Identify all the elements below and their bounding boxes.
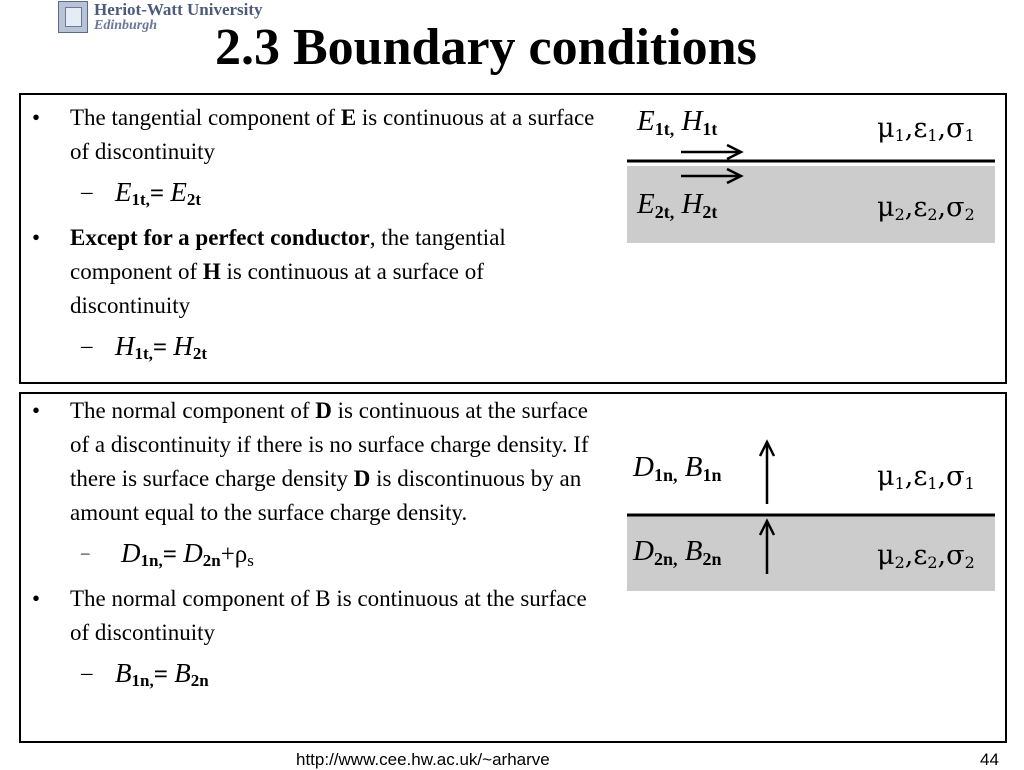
bullet-dot: • [32,398,41,423]
normal-box [19,392,1007,743]
mu: μ [877,461,895,492]
eq-lhs: D [121,538,141,568]
bullet-text: , the tangential component of [70,225,506,284]
d-symbol: D [633,535,654,567]
bullet-text: The tangential component of [70,105,341,130]
logo-line1: Heriot-Watt University [94,0,263,19]
epsilon: ε [913,113,928,144]
sigma: σ [946,461,965,492]
e-symbol: E [637,188,655,220]
bold-e: E [340,105,357,130]
h-symbol: H [681,105,703,137]
sub: 1t, [654,119,675,139]
rho-sub: s [247,551,254,570]
footer-url: http://www.cee.hw.ac.uk/~arharve [296,750,550,769]
eq-lhs-sub: 1n, [131,671,154,690]
slide-title: 2.3 Boundary conditions [215,19,757,76]
eq-rhs: H [173,331,193,361]
mu: μ [877,192,895,223]
dash: – [81,543,90,562]
eq-lhs-sub: 1t, [131,190,150,209]
sub: 2n, [653,549,678,569]
bold-h: H [202,259,221,284]
sub: 2t [702,202,718,222]
dash: – [81,660,93,685]
equation-e-tangential [21,175,601,217]
sub: 1 [964,126,975,145]
bullet-text: The normal component of B is continuous at the surface of discontinuity [70,586,587,645]
h-symbol: H [681,188,703,220]
eq-lhs-sub: 1t, [134,344,153,363]
eq-rhs-sub: 2t [192,344,208,363]
mu: μ [877,113,895,144]
sub: 1 [927,126,938,145]
sub: 2 [964,205,975,224]
normal-text [21,394,601,702]
epsilon: ε [913,540,928,571]
bullet-text: is discontinuous by an amount equal to the surface charge density. [70,466,582,525]
b-symbol: B [684,451,703,483]
comma: , [937,540,947,571]
label-medium2-fields [633,535,721,570]
logo-line2: Edinburgh [94,18,158,33]
tangential-box [19,93,1007,384]
sub: 2 [894,205,905,224]
sub: 2n [702,549,722,569]
epsilon: ε [913,192,928,223]
label-medium1-fields [637,105,717,140]
eq-rhs-sub: 2t [186,190,202,209]
sigma: σ [946,540,965,571]
comma: , [904,540,914,571]
eq-sign: = [149,180,165,207]
eq-sign: = [153,661,168,688]
eq-lhs: E [115,177,132,207]
bullet-normal-b [21,582,601,650]
label-medium2-params [877,540,975,572]
sigma: σ [946,192,965,223]
sub: 1 [927,474,938,493]
b-symbol: B [684,535,703,567]
bullet-text: is continuous at a surface of discontinuity [70,105,595,164]
sub: 1t [702,119,718,139]
comma: , [904,113,914,144]
label-medium2-fields [637,188,717,223]
comma: , [904,192,914,223]
bullet-text: is continuous at the surface of a discontinuity if there is no surface charge density. If there is surface charge density [70,398,589,491]
sub: 1 [894,474,905,493]
dash: – [81,179,93,204]
bold-d: D [315,398,332,423]
eq-lhs: B [115,658,132,688]
bullet-tangential-h [21,221,601,323]
equation-b-normal [21,656,601,698]
sub: 2 [927,553,938,572]
comma: , [937,113,947,144]
eq-rhs: E [170,177,187,207]
epsilon: ε [913,461,928,492]
sub: 1 [964,474,975,493]
equation-d-normal [21,536,601,578]
rho: ρ [234,541,248,568]
comma: , [904,461,914,492]
e-symbol: E [637,105,655,137]
bold-except: Except for a perfect conductor [70,225,370,250]
sub: 2 [964,553,975,572]
eq-rhs: D [183,538,203,568]
sub: 2t, [654,202,675,222]
bullet-dot: • [32,225,41,250]
eq-sign: = [152,334,168,361]
label-medium2-params [877,192,975,224]
label-medium1-params [877,461,975,493]
page-number: 44 [980,750,999,769]
crest-icon [58,1,88,33]
eq-rhs-sub: 2n [202,551,221,570]
plus: + [220,541,235,568]
mu: μ [877,540,895,571]
sub: 1n, [653,465,678,485]
comma: , [937,192,947,223]
sub: 1n [702,465,722,485]
bullet-dot: • [32,105,41,130]
dash: – [81,333,93,358]
d-symbol: D [633,451,654,483]
sub: 2 [894,553,905,572]
sigma: σ [946,113,965,144]
bullet-tangential-e [21,101,601,169]
sub: 1 [894,126,905,145]
bullet-normal-d [21,394,601,530]
label-medium1-params [877,113,975,145]
tangential-text [21,101,601,375]
eq-rhs: B [174,658,191,688]
bullet-dot: • [32,586,41,611]
sub: 2 [927,205,938,224]
eq-sign: = [162,541,177,568]
eq-rhs-sub: 2n [190,671,209,690]
equation-h-tangential [21,329,601,371]
eq-lhs-sub: 1n, [140,551,163,570]
comma: , [937,461,947,492]
bullet-text: The normal component of [70,398,316,423]
label-medium1-fields [633,451,721,486]
bold-d: D [353,466,371,491]
eq-lhs: H [115,331,135,361]
bullet-text: is continuous at a surface of discontinuity [70,259,484,318]
